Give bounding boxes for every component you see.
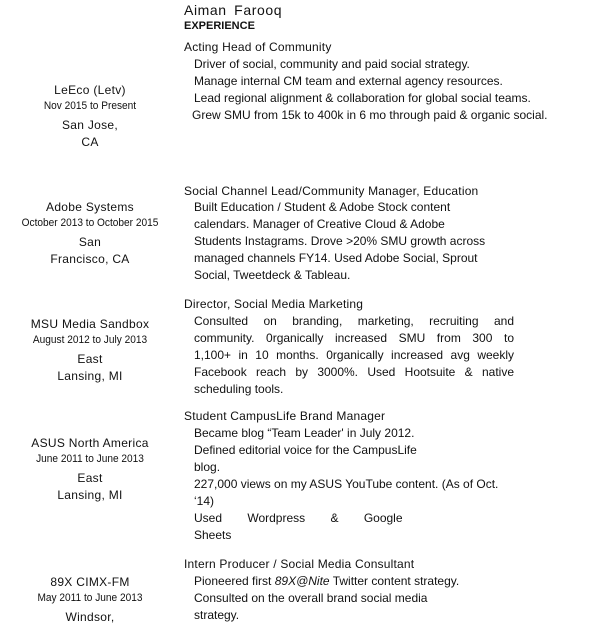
location	[0, 234, 180, 268]
bullet: Students Instagrams. Drove >20% SMU growth across	[194, 234, 486, 248]
bullet: strategy.	[194, 608, 240, 622]
location-line-1: San Jose,	[61, 118, 119, 132]
bullet: blog.	[194, 460, 221, 474]
bullet: Manage internal CM team and external agency resources.	[194, 74, 503, 88]
bullet: 1,100+ in 10 months. 0rganically increased avg weekly	[194, 348, 514, 362]
bullet: 227,000 views on my ASUS YouTube content. (As of Oct.	[194, 477, 499, 491]
bullet: Social, Tweetdeck & Tableau.	[194, 268, 351, 282]
bullet: Defined editorial voice for the CampusLife	[194, 443, 417, 457]
company-name: ASUS North America	[31, 436, 149, 450]
company-name: MSU Media Sandbox	[30, 317, 150, 331]
job-meta-89x	[0, 574, 180, 626]
bullet: calendars. Manager of Creative Cloud & Adobe	[194, 217, 445, 231]
job-title: Student CampusLife Brand Manager	[184, 409, 386, 423]
location-line-2: Francisco, CA	[50, 252, 130, 266]
bullet-text-post: Twitter content strategy.	[329, 574, 460, 588]
bullet: Used Wordpress & Google	[194, 511, 403, 525]
location-line-1: Windsor,	[65, 610, 115, 624]
location-line-1: San	[78, 235, 102, 249]
location-line-1: East	[77, 352, 103, 366]
company-name: 89X CIMX-FM	[50, 575, 130, 589]
job-meta-msu	[0, 316, 180, 385]
employment-dates: June 2011 to June 2013	[36, 453, 144, 465]
location	[0, 470, 180, 504]
employment-dates: Nov 2015 to Present	[43, 100, 137, 112]
company-name: Adobe Systems	[46, 200, 134, 214]
candidate-name: Aiman Farooq	[184, 2, 283, 18]
bullet: Driver of social, community and paid social strategy.	[194, 57, 470, 71]
job-bullets	[194, 425, 498, 544]
job-title: Acting Head of Community	[184, 40, 332, 54]
location-line-1: East	[77, 471, 103, 485]
job-meta-leeco	[0, 82, 180, 151]
job-bullets	[194, 199, 485, 284]
bullet: Sheets	[194, 528, 232, 542]
location	[0, 609, 180, 626]
job-title: Intern Producer / Social Media Consultant	[184, 557, 415, 571]
bullet: Consulted on branding, marketing, recruiting and	[194, 314, 514, 328]
job-bullets	[194, 313, 514, 398]
bullet: ‘14)	[194, 494, 215, 508]
job-title: Social Channel Lead/Community Manager, Education	[184, 184, 479, 198]
section-heading-experience: EXPERIENCE	[184, 20, 255, 32]
bullet: Built Education / Student & Adobe Stock content	[194, 200, 451, 214]
job-bullets	[194, 573, 459, 624]
bullet: Lead regional alignment & collaboration for global social teams.	[194, 91, 531, 105]
location-line-2: CA	[81, 135, 99, 149]
bullet: scheduling tools.	[194, 382, 284, 396]
bullet: Grew SMU from 15k to 400k in 6 mo through paid & organic social.	[192, 108, 548, 122]
bullet	[194, 573, 459, 590]
location-line-2: Lansing, MI	[57, 488, 123, 502]
job-meta-asus	[0, 435, 180, 504]
job-title: Director, Social Media Marketing	[184, 297, 364, 311]
location	[0, 117, 180, 151]
bullet: managed channels FY14. Used Adobe Social, Sprout	[194, 251, 478, 265]
show-name-italic: 89X@Nite	[274, 574, 330, 588]
location	[0, 351, 180, 385]
bullet: Became blog “Team Leader' in July 2012.	[194, 426, 415, 440]
job-bullets	[194, 56, 548, 124]
employment-dates: October 2013 to October 2015	[21, 217, 159, 229]
bullet-text-pre: Pioneered first	[194, 574, 275, 588]
bullet: community. 0rganically increased SMU from 300 to	[194, 331, 514, 345]
employment-dates: August 2012 to July 2013	[32, 334, 148, 346]
bullet: Consulted on the overall brand social media	[194, 591, 428, 605]
employment-dates: May 2011 to June 2013	[37, 592, 143, 604]
location-line-2: Lansing, MI	[57, 369, 123, 383]
job-meta-adobe	[0, 199, 180, 268]
company-name: LeEco (Letv)	[54, 83, 126, 97]
bullet: Facebook reach by 3000%. Used Hootsuite & native	[194, 365, 514, 379]
